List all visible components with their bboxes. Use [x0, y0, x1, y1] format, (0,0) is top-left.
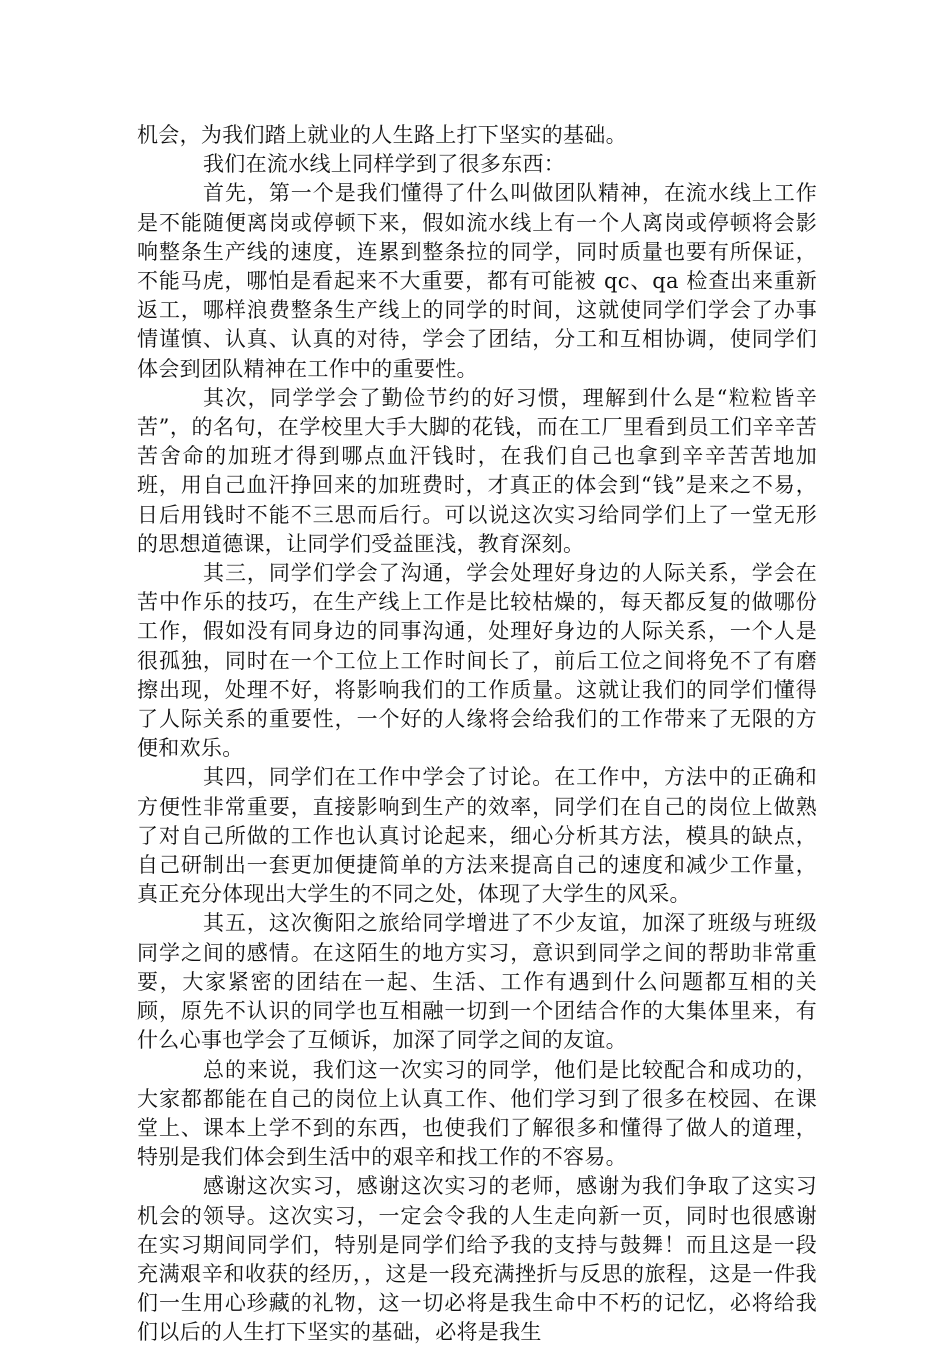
paragraph-summary: 总的来说，我们这一次实习的同学，他们是比较配合和成功的，大家都都能在自己的岗位上认真工作、他们学习到了很多在校园、在课堂上、课本上学不到的东西，也使我们了解很多和懂得了做人的道理，特别是我们体会到生活中的艰辛和找工作的不容易。 [137, 1057, 817, 1170]
paragraph-first: 首先，第一个是我们懂得了什么叫做团队精神，在流水线上工作是不能随便离岗或停顿下来，假如流水线上有一个人离岗或停顿将会影响整条生产线的速度，连累到整条拉的同学，同时质量也要有所保证，不能马虎，哪怕是看起来不大重要，都有可能被 qc、qa 检查出来重新返工，哪样浪费整条生产线上的同学的时间，这就使同学们学会了办事情谨慎、认真、认真的对待，学会了团结，分工和互相协调，使同学们体会到团队精神在工作中的重要性。 [137, 181, 817, 381]
paragraph-fifth: 其五，这次衡阳之旅给同学增进了不少友谊，加深了班级与班级同学之间的感情。在这陌生的地方实习，意识到同学之间的帮助非常重要，大家紧密的团结在一起、生活、工作有遇到什么问题都互相的关顾，原先不认识的同学也互相融一切到一个团结合作的大集体里来，有什么心事也学会了互倾诉，加深了同学之间的友谊。 [137, 911, 817, 1053]
paragraph-intro: 我们在流水线上同样学到了很多东西： [203, 152, 566, 177]
paragraph-fourth: 其四，同学们在工作中学会了讨论。在工作中，方法中的正确和方便性非常重要，直接影响到生产的效率，同学们在自己的岗位上做熟了对自己所做的工作也认真讨论起来，细心分析其方法，模具的缺点，自己研制出一套更加便捷简单的方法来提高自己的速度和减少工作量，真正充分体现出大学生的不同之处，体现了大学生的风采。 [137, 765, 817, 907]
paragraph-second: 其次，同学学会了勤俭节约的好习惯，理解到什么是“粒粒皆辛苦”，的名句，在学校里大手大脚的花钱，而在工厂里看到员工们辛辛苦苦舍命的加班才得到哪点血汗钱时，在我们自己也拿到辛辛苦苦地加班，用自己血汗挣回来的加班费时，才真正的体会到“钱”是来之不易，日后用钱时不能不三思而后行。可以说这次实习给同学们上了一堂无形的思想道德课，让同学们受益匪浅，教育深刻。 [137, 385, 817, 556]
paragraph-thanks: 感谢这次实习，感谢这次实习的老师，感谢为我们争取了这实习机会的领导。这次实习，一定会令我的人生走向新一页，同时也很感谢在实习期间同学们，特别是同学们给予我的支持与鼓舞！而且这是一段充满艰辛和收获的经历，，这是一段充满挫折与反思的旅程，这是一件我们一生用心珍藏的礼物，这一切必将是我生命中不朽的记忆，必将给我们以后的人生打下坚实的基础，必将是我生 [137, 1174, 817, 1345]
paragraph-third: 其三，同学们学会了沟通，学会处理好身边的人际关系，学会在苦中作乐的技巧，在生产线上工作是比较枯燥的，每天都反复的做哪份工作，假如没有同身边的同事沟通，处理好身边的人际关系，一个人是很孤独，同时在一个工位上工作时间长了，前后工位之间将免不了有磨擦出现，处理不好，将影响我们的工作质量。这就让我们的同学们懂得了人际关系的重要性，一个好的人缘将会给我们的工作带来了无限的方便和欢乐。 [137, 561, 817, 761]
paragraph-continuation: 机会，为我们踏上就业的人生路上打下坚实的基础。 [137, 123, 627, 147]
document-body [137, 121, 817, 1348]
